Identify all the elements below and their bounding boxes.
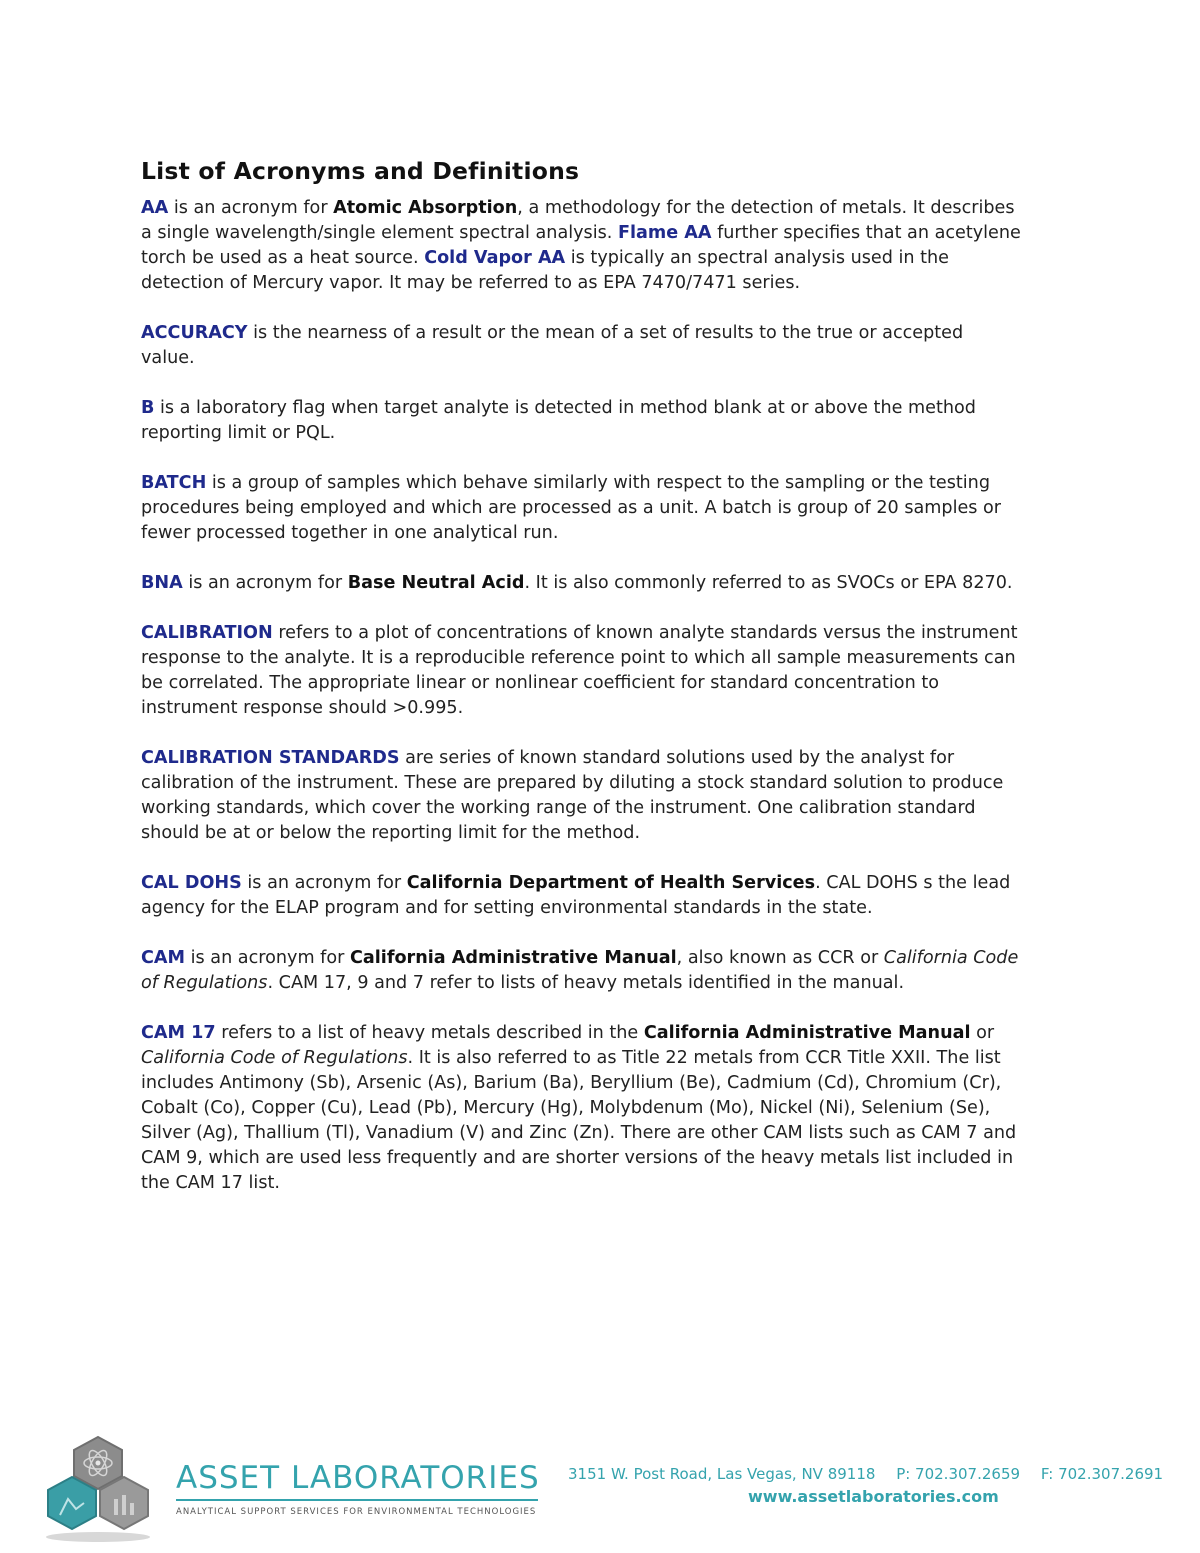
definition-entry [141, 1021, 1021, 1196]
expanded-term: California Administrative Manual [643, 1023, 971, 1043]
italic-reference: California Code of Regulations [141, 1048, 408, 1068]
definition-text: , also known as CCR or [676, 948, 884, 968]
definition-text: . It is also referred to as Title 22 metals from CCR Title XXII. The list includes Antimony (Sb), Arsenic (As), Barium (Ba), Beryllium (Be), Cadmium (Cd), Chromium (Cr), Cobalt (Co), Copper (Cu), Lead (Pb), Mercury (Hg), Molybdenum (Mo), Nickel (Ni), Selenium (Se), Silver (Ag), Thallium (Tl), Vanadium (V) and Zinc (Zn). There are other CAM lists such as CAM 7 and CAM 9, which are used less frequently and are shorter versions of the heavy metals list included in the CAM 17 list. [141, 1048, 1017, 1193]
page-footer [0, 1425, 1200, 1553]
definition-entry [141, 871, 1021, 921]
asset-laboratories-logo-icon [38, 1433, 168, 1545]
acronym-term: B [141, 398, 155, 418]
definition-entry [141, 471, 1021, 546]
page-title: List of Acronyms and Definitions [141, 156, 580, 185]
acronym-term: CAL DOHS [141, 873, 242, 893]
phone-text: P: 702.307.2659 [896, 1465, 1021, 1483]
definition-entry [141, 946, 1021, 996]
fax-text: F: 702.307.2691 [1040, 1465, 1164, 1483]
definition-text: refers to a plot of concentrations of known analyte standards versus the instrument response to the analyte. It is a reproducible reference point to which all sample measurements can be correlated. The appropriate linear or nonlinear coefficient for standard concentration to instrument response should >0.995. [141, 623, 1018, 718]
acronym-term: CALIBRATION [141, 623, 273, 643]
acronym-term: AA [141, 198, 169, 218]
definition-text: or [970, 1023, 995, 1043]
definition-text: is the nearness of a result or the mean of a set of results to the true or accepted value. [141, 323, 964, 368]
website-link[interactable]: www.assetlaboratories.com [748, 1487, 999, 1506]
definition-text: is a group of samples which behave similarly with respect to the sampling or the testing procedures being employed and which are processed as a unit. A batch is group of 20 samples or fewer processed together in one analytical run. [141, 473, 1002, 543]
definition-entry [141, 571, 1021, 596]
definition-text: is an acronym for [182, 573, 348, 593]
brand-divider [176, 1499, 538, 1501]
acronym-term: ACCURACY [141, 323, 248, 343]
definition-text: further specifies that an acetylene torch be used as a heat source. [141, 223, 1021, 268]
definition-text: . CAL DOHS s the lead agency for the ELAP program and for setting environmental standards in the state. [141, 873, 1011, 918]
definition-entry [141, 321, 1021, 371]
address-text: 3151 W. Post Road, Las Vegas, NV 89118 [568, 1465, 876, 1483]
brand-name: ASSET LABORATORIES [176, 1460, 540, 1496]
expanded-term: California Administrative Manual [349, 948, 677, 968]
definition-text: , a methodology for the detection of metals. It describes a single wavelength/single element spectral analysis. [141, 198, 1015, 243]
acronym-term: CAM [141, 948, 186, 968]
acronym-term: Flame AA [617, 223, 712, 243]
brand-tagline: ANALYTICAL SUPPORT SERVICES FOR ENVIRONMENTAL TECHNOLOGIES [176, 1507, 537, 1517]
expanded-term: Atomic Absorption [333, 198, 518, 218]
definition-text: . It is also commonly referred to as SVOCs or EPA 8270. [524, 573, 1013, 593]
definition-entry [141, 196, 1021, 296]
definition-entry [141, 396, 1021, 446]
definition-text: is an acronym for [168, 198, 334, 218]
acronym-term: CALIBRATION STANDARDS [141, 748, 400, 768]
definition-text: is a laboratory flag when target analyte is detected in method blank at or above the method reporting limit or PQL. [141, 398, 976, 443]
expanded-term: Base Neutral Acid [347, 573, 525, 593]
acronym-term: BATCH [141, 473, 207, 493]
definitions-list [141, 196, 1021, 1221]
italic-reference: California Code of Regulations [141, 948, 1019, 993]
definition-text: . CAM 17, 9 and 7 refer to lists of heavy metals identified in the manual. [267, 973, 905, 993]
acronym-term: CAM 17 [141, 1023, 216, 1043]
definition-text: is typically an spectral analysis used in the detection of Mercury vapor. It may be referred to as EPA 7470/7471 series. [141, 248, 950, 293]
acronym-term: BNA [141, 573, 183, 593]
definition-entry [141, 621, 1021, 721]
definition-entry [141, 746, 1021, 846]
definition-text: refers to a list of heavy metals described in the [215, 1023, 644, 1043]
contact-line [568, 1465, 1179, 1483]
definition-text: is an acronym for [241, 873, 407, 893]
expanded-term: California Department of Health Services [406, 873, 816, 893]
acronym-term: Cold Vapor AA [424, 248, 566, 268]
definition-text: is an acronym for [185, 948, 350, 968]
definition-text: are series of known standard solutions used by the analyst for calibration of the instrument. These are prepared by diluting a stock standard solution to produce working standards, which cover the working range of the instrument. One calibration standard should be at or below the reporting limit for the method. [141, 748, 1004, 843]
